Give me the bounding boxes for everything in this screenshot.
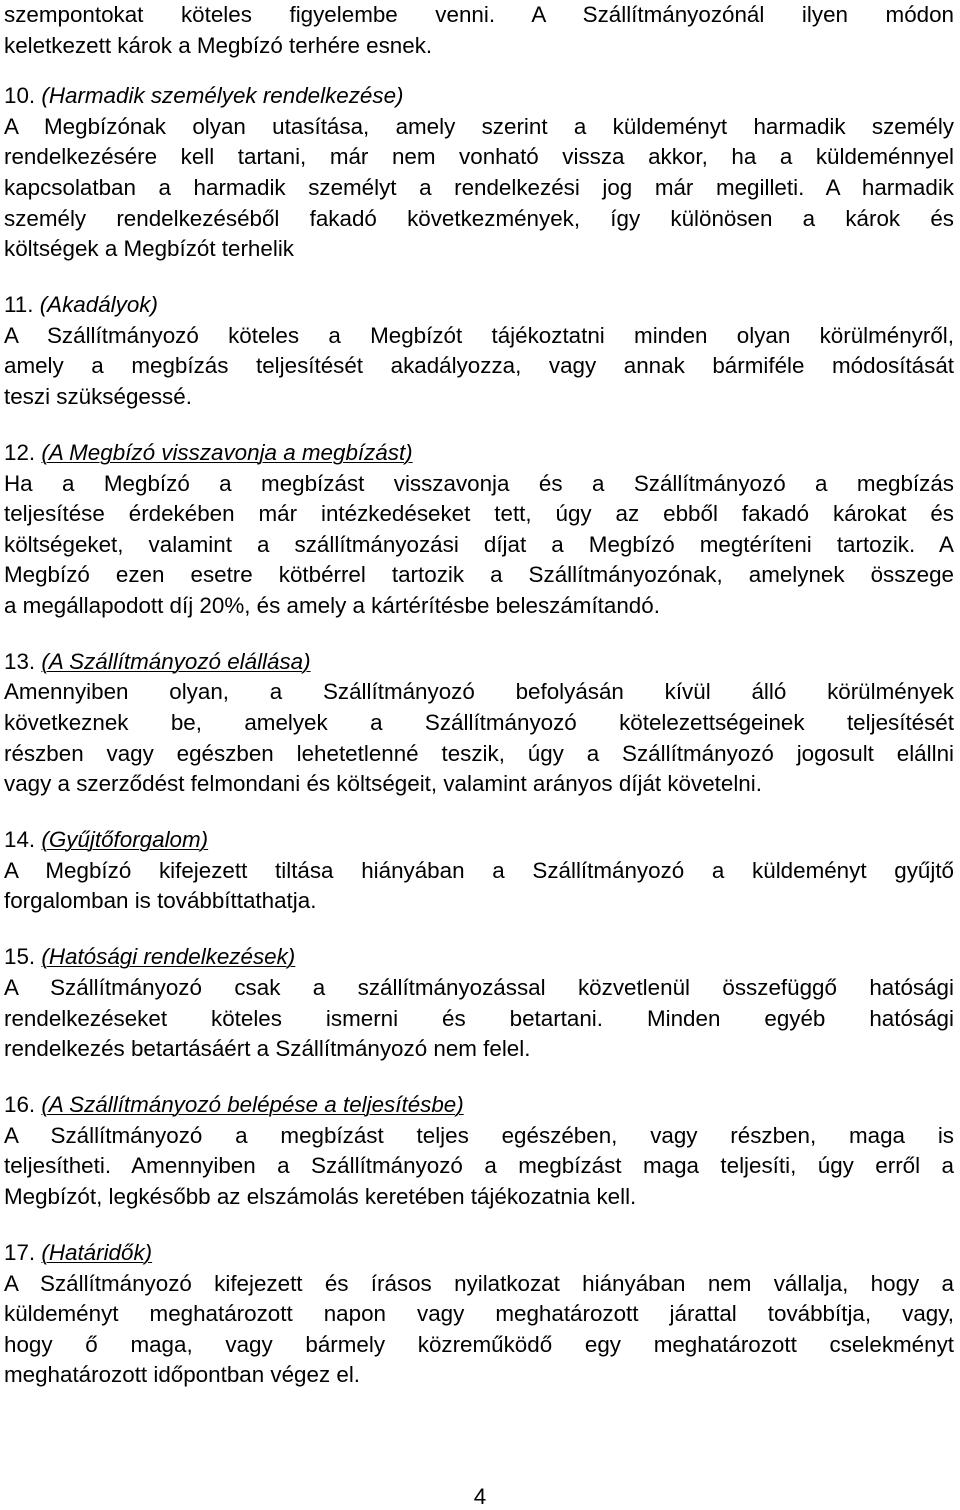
section-title bbox=[4, 81, 954, 112]
section-10 bbox=[4, 81, 954, 265]
section-number: 15. bbox=[4, 944, 36, 970]
paragraph-line: következnek be, amelyek a Szállítmányozó kötelezettségeinek teljesítését bbox=[4, 710, 954, 736]
section-14 bbox=[4, 825, 954, 917]
paragraph-line: A Szállítmányozó kifejezett és írásos nyilatkozat hiányában nem vállalja, hogy a bbox=[4, 1270, 954, 1296]
paragraph-line: költségeket, valamint a szállítmányozási díjat a Megbízó megtéríteni tartozik. A bbox=[4, 531, 954, 557]
paragraph-line: Megbízót, legkésőbb az elszámolás keretében tájékozatnia kell. bbox=[4, 1183, 637, 1209]
paragraph-line: küldeményt meghatározott napon vagy meghatározott járattal továbbítja, vagy, bbox=[4, 1301, 954, 1327]
section-heading: (A Szállítmányozó belépése a teljesítésbe) bbox=[41, 1092, 464, 1118]
paragraph-line: Ha a Megbízó a megbízást visszavonja és a Szállítmányozó a megbízás bbox=[4, 470, 954, 496]
paragraph-line: a megállapodott díj 20%, és amely a kártérítésbe beleszámítandó. bbox=[4, 592, 660, 618]
section-number: 17. bbox=[4, 1239, 36, 1265]
section-title bbox=[4, 1238, 954, 1269]
intro-paragraph bbox=[4, 0, 954, 56]
paragraph-line: A Szállítmányozó köteles a Megbízót tájékoztatni minden olyan körülményről, bbox=[4, 322, 954, 348]
section-number: 12. bbox=[4, 439, 36, 465]
paragraph-line: kapcsolatban a harmadik személyt a rendelkezési jog már megilleti. A harmadik bbox=[4, 174, 954, 200]
section-title bbox=[4, 647, 954, 678]
intro-line: keletkezett károk a Megbízó terhére esnek. bbox=[4, 32, 433, 58]
section-11 bbox=[4, 290, 954, 412]
section-15 bbox=[4, 942, 954, 1064]
paragraph-line: rendelkezésére kell tartani, már nem vonható vissza akkor, ha a küldeménnyel bbox=[4, 144, 954, 170]
paragraph-line: hogy ő maga, vagy bármely közreműködő egy meghatározott cselekményt bbox=[4, 1331, 954, 1357]
paragraph-line: költségek a Megbízót terhelik bbox=[4, 236, 294, 262]
paragraph-line: vagy a szerződést felmondani és költségeit, valamint arányos díját követelni. bbox=[4, 771, 762, 797]
paragraph-line: meghatározott időpontban végez el. bbox=[4, 1362, 361, 1388]
paragraph-line: személy rendelkezéséből fakadó következmények, így különösen a károk és bbox=[4, 205, 954, 231]
paragraph-line: teljesítheti. Amennyiben a Szállítmányozó a megbízást maga teljesíti, úgy erről a bbox=[4, 1153, 954, 1179]
paragraph-line: A Szállítmányozó a megbízást teljes egészében, vagy részben, maga is bbox=[4, 1122, 954, 1148]
section-heading: (Hatósági rendelkezések) bbox=[41, 944, 296, 970]
paragraph-line: rendelkezés betartásáért a Szállítmányozó nem felel. bbox=[4, 1036, 531, 1062]
section-16 bbox=[4, 1090, 954, 1212]
paragraph-line: teljesítése érdekében már intézkedéseket tett, úgy az ebből fakadó károkat és bbox=[4, 501, 954, 527]
section-title bbox=[4, 825, 954, 856]
paragraph-line: amely a megbízás teljesítését akadályozza, vagy annak bármiféle módosítását bbox=[4, 353, 954, 379]
section-13 bbox=[4, 647, 954, 800]
intro-line: szempontokat köteles figyelembe venni. A Szállítmányozónál ilyen módon bbox=[4, 2, 954, 27]
section-title bbox=[4, 290, 954, 321]
paragraph-line: A Megbízónak olyan utasítása, amely szerint a küldeményt harmadik személy bbox=[4, 113, 954, 139]
paragraph-line: részben vagy egészben lehetetlenné teszik, úgy a Szállítmányozó jogosult elállni bbox=[4, 740, 954, 766]
page-number: 4 bbox=[473, 1484, 487, 1509]
paragraph-line: Amennyiben olyan, a Szállítmányozó befolyásán kívül álló körülmények bbox=[4, 679, 954, 705]
section-heading: (Harmadik személyek rendelkezése) bbox=[41, 83, 404, 109]
section-heading: (A Szállítmányozó elállása) bbox=[41, 648, 311, 674]
section-heading: (Akadályok) bbox=[39, 292, 158, 318]
section-title bbox=[4, 1090, 954, 1121]
paragraph-line: forgalomban is továbbíttathatja. bbox=[4, 888, 317, 914]
document-page bbox=[4, 0, 954, 1391]
section-number: 16. bbox=[4, 1092, 36, 1118]
section-12 bbox=[4, 438, 954, 622]
section-heading: (A Megbízó visszavonja a megbízást) bbox=[41, 439, 413, 465]
section-number: 14. bbox=[4, 827, 36, 853]
section-17 bbox=[4, 1238, 954, 1391]
section-title bbox=[4, 438, 954, 469]
section-number: 11. bbox=[4, 292, 34, 318]
paragraph-line: A Szállítmányozó csak a szállítmányozással közvetlenül összefüggő hatósági bbox=[4, 974, 954, 1000]
section-title bbox=[4, 942, 954, 973]
section-heading: (Gyűjtőforgalom) bbox=[41, 827, 209, 853]
paragraph-line: teszi szükségessé. bbox=[4, 383, 192, 409]
paragraph-line: A Megbízó kifejezett tiltása hiányában a Szállítmányozó a küldeményt gyűjtő bbox=[4, 857, 954, 883]
section-number: 10. bbox=[4, 83, 36, 109]
section-number: 13. bbox=[4, 648, 36, 674]
paragraph-line: Megbízó ezen esetre kötbérrel tartozik a Szállítmányozónak, amelynek összege bbox=[4, 562, 954, 588]
paragraph-line: rendelkezéseket köteles ismerni és betartani. Minden egyéb hatósági bbox=[4, 1005, 954, 1031]
section-heading: (Határidők) bbox=[41, 1239, 153, 1265]
